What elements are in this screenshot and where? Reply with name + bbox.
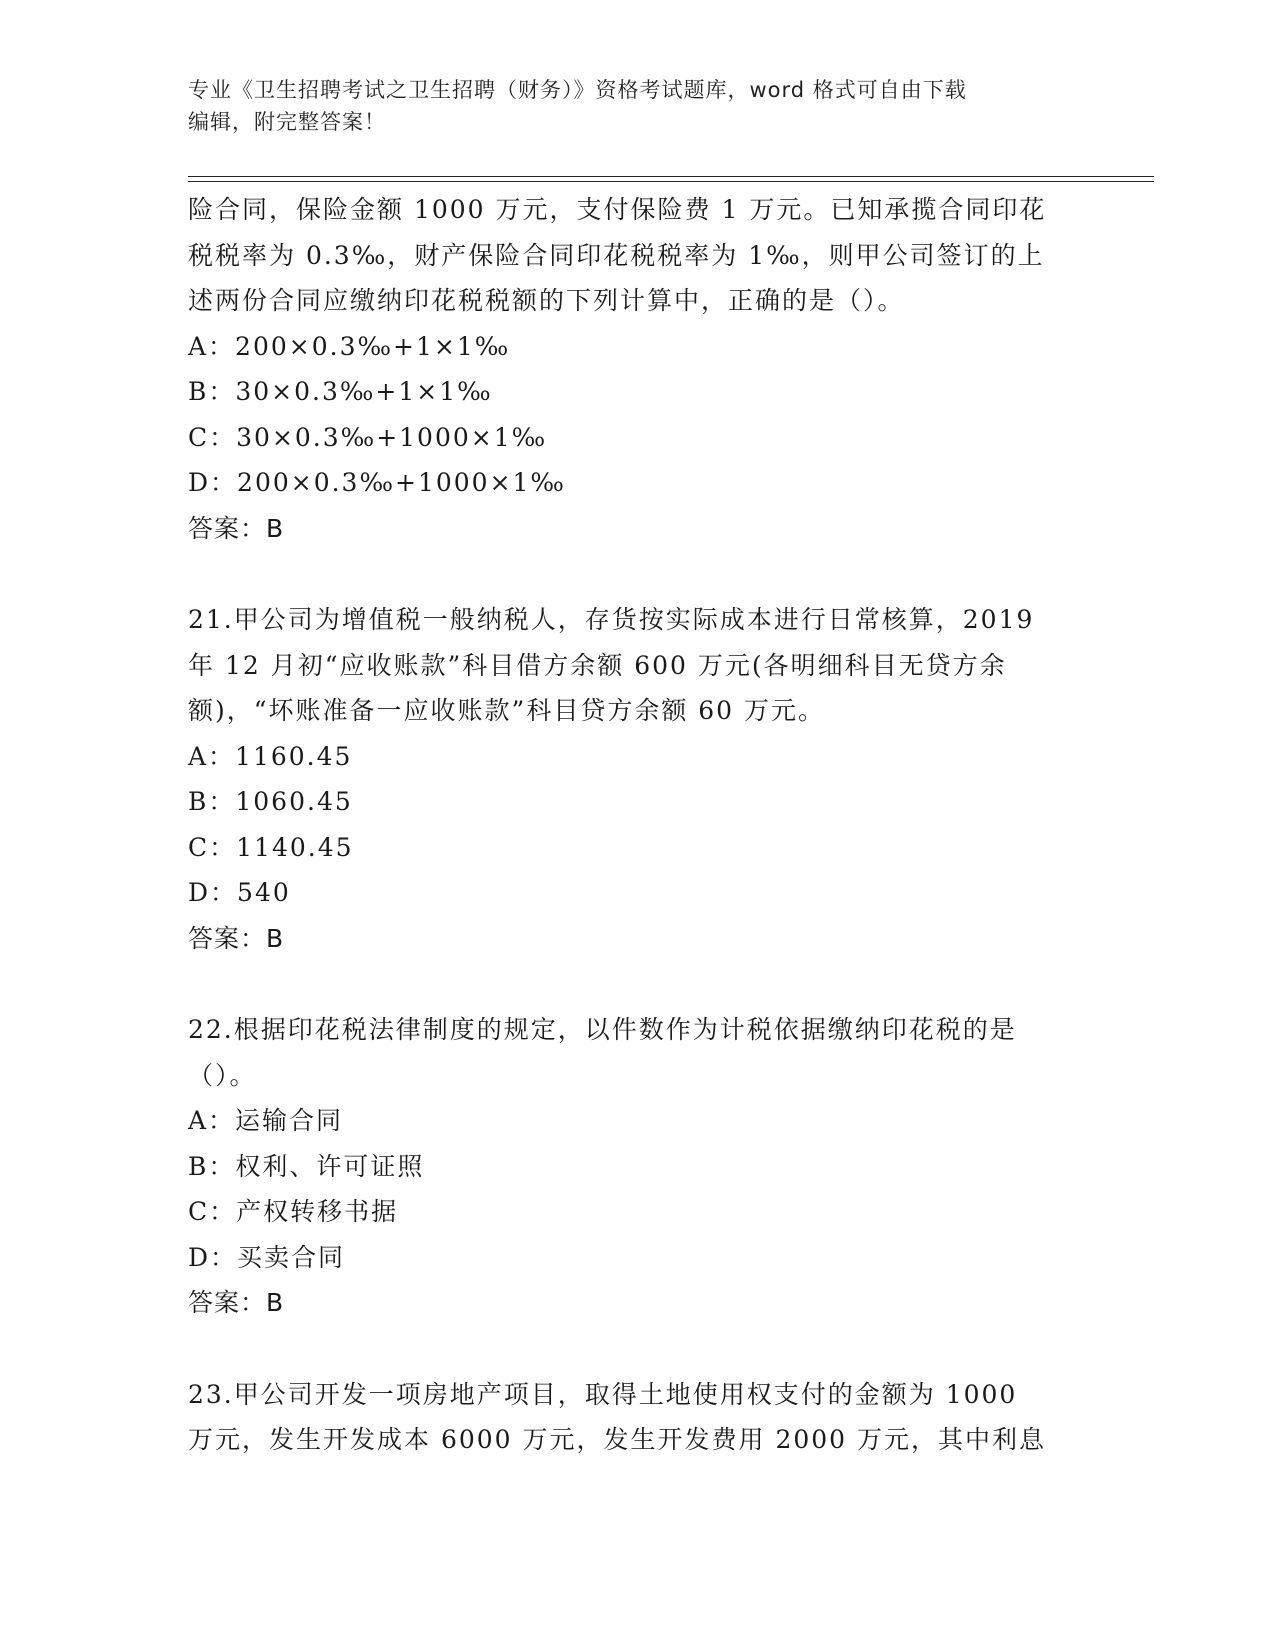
question-21-option-a: A：1160.45 [188, 741, 353, 771]
question-21-option-c: C：1140.45 [188, 832, 354, 862]
header-line-2: 编辑，附完整答案！ [188, 110, 386, 134]
spacer [188, 551, 1088, 597]
question-23 [188, 1372, 1088, 1463]
question-22-option-c: C：产权转移书据 [188, 1197, 399, 1226]
question-22-answer: 答案：B [188, 1288, 285, 1317]
question-20-line-3: 述两份合同应缴纳印花税税额的下列计算中，正确的是（）。 [188, 286, 905, 315]
question-20-option-b: B：30×0.3‰+1×1‰ [188, 377, 493, 406]
question-21-option-b: B：1060.45 [188, 787, 353, 816]
question-21-option-d: D：540 [188, 878, 291, 907]
question-list [188, 187, 1088, 1463]
header-line-1: 专业《卫生招聘考试之卫生招聘（财务）》资格考试题库，word 格式可自由下载 [188, 78, 967, 102]
question-20-option-d: D：200×0.3‰+1000×1‰ [188, 468, 566, 497]
question-22-line-1: 22.根据印花税法律制度的规定，以件数作为计税依据缴纳印花税的是 [188, 1015, 1017, 1044]
question-22 [188, 1007, 1088, 1326]
question-21-line-1: 21.甲公司为增值税一般纳税人，存货按实际成本进行日常核算，2019 [188, 605, 1035, 634]
question-20-option-c: C：30×0.3‰+1000×1‰ [188, 422, 548, 452]
question-23-line-1: 23.甲公司开发一项房地产项目，取得土地使用权支付的金额为 1000 [188, 1379, 1018, 1409]
header-rule-top [188, 176, 1154, 177]
header-rule-bottom [188, 181, 1154, 182]
page-header [188, 74, 1068, 138]
question-21-line-2: 年 12 月初“应收账款”科目借方余额 600 万元(各明细科目无贷方余 [188, 650, 1007, 680]
question-22-option-d: D：买卖合同 [188, 1242, 346, 1272]
question-21-line-3: 额)，“坏账准备一应收账款”科目贷方余额 60 万元。 [188, 696, 826, 725]
question-21-answer: 答案：B [188, 923, 285, 953]
question-20-option-a: A：200×0.3‰+1×1‰ [188, 331, 511, 361]
question-20 [188, 187, 1088, 551]
spacer [188, 1326, 1088, 1372]
question-22-line-2: （）。 [188, 1060, 257, 1090]
question-20-line-2: 税税率为 0.3‰，财产保险合同印花税税率为 1‰，则甲公司签订的上 [188, 240, 1045, 270]
question-21 [188, 597, 1088, 961]
question-22-option-a: A：运输合同 [188, 1106, 344, 1135]
question-23-line-2: 万元，发生开发成本 6000 万元，发生开发费用 2000 万元，其中利息 [188, 1425, 1047, 1454]
spacer [188, 961, 1088, 1007]
question-22-option-b: B：权利、许可证照 [188, 1151, 425, 1181]
question-20-answer: 答案：B [188, 513, 285, 543]
question-20-line-1: 险合同，保险金额 1000 万元，支付保险费 1 万元。已知承揽合同印花 [188, 195, 1047, 224]
